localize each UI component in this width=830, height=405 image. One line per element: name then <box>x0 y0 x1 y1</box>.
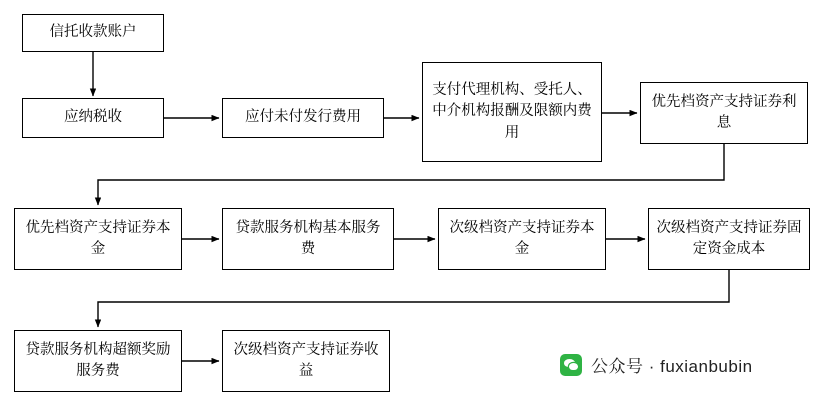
flow-node-label: 优先档资产支持证券利息 <box>651 93 797 131</box>
flow-node-agency-trustee-intermediary-fees <box>422 62 602 162</box>
flow-node-taxes-payable <box>22 98 164 138</box>
flow-node-subordinate-abs-fixed-capital-cost <box>648 208 810 270</box>
flow-node-unpaid-issuance-fees <box>222 98 384 138</box>
flow-node-label: 贷款服务机构超额奖励服务费 <box>25 341 171 379</box>
flow-node-label: 信托收款账户 <box>49 24 137 41</box>
flow-node-label: 应纳税收 <box>64 109 122 126</box>
watermark-text: 公众号 · fuxianbubin <box>591 357 753 376</box>
connector-n5-n6 <box>98 144 724 205</box>
connector-n9-n10 <box>98 270 729 327</box>
flow-node-label: 支付代理机构、受托人、中介机构报酬及限额内费用 <box>432 82 592 141</box>
flow-node-label: 应付未付发行费用 <box>245 109 361 126</box>
flow-node-label: 次级档资产支持证券本金 <box>449 219 595 257</box>
flow-node-label: 贷款服务机构基本服务费 <box>235 219 381 257</box>
flow-node-senior-abs-principal <box>14 208 182 270</box>
flow-node-subordinate-abs-principal <box>438 208 606 270</box>
watermark <box>560 352 753 377</box>
flow-node-label: 优先档资产支持证券本金 <box>25 219 171 257</box>
flow-node-loan-servicer-basic-fee <box>222 208 394 270</box>
flow-node-label: 次级档资产支持证券收益 <box>233 341 379 379</box>
flow-node-subordinate-abs-return <box>222 330 390 392</box>
flow-node-trust-collection-account <box>22 14 164 52</box>
flow-node-senior-abs-interest <box>640 82 808 144</box>
flow-node-label: 次级档资产支持证券固定资金成本 <box>656 219 802 257</box>
wechat-icon <box>560 354 582 376</box>
flow-node-loan-servicer-excess-incentive-fee <box>14 330 182 392</box>
